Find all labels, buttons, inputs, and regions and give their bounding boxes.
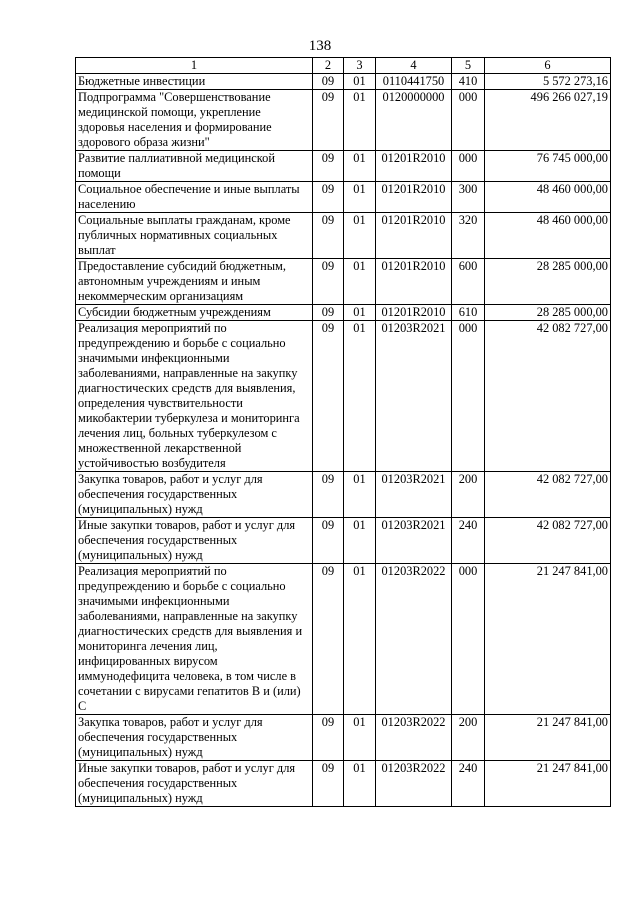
header-col-4: 4 — [376, 58, 452, 74]
row-section-code: 09 — [313, 90, 344, 151]
row-subsection-code: 01 — [344, 761, 376, 807]
row-name: Реализация мероприятий по предупреждению и борьбе с социально значимыми инфекционными заболеваниями, направленные на закупку диагностических средств для выявления, определения чувствительности микобактерии туберкулеза и мониторинга лечения лиц, больных туберкулезом с множественной лекарственной устойчивостью возбудителя — [76, 321, 313, 472]
row-expense-type-code: 200 — [452, 715, 485, 761]
row-amount: 28 285 000,00 — [485, 259, 611, 305]
table-row — [76, 564, 611, 715]
row-target-code: 01203R2022 — [376, 761, 452, 807]
row-section-code: 09 — [313, 74, 344, 90]
row-subsection-code: 01 — [344, 321, 376, 472]
row-expense-type-code: 610 — [452, 305, 485, 321]
row-expense-type-code: 320 — [452, 213, 485, 259]
page-number: 138 — [308, 38, 332, 54]
row-subsection-code: 01 — [344, 151, 376, 182]
row-amount: 21 247 841,00 — [485, 761, 611, 807]
row-expense-type-code: 240 — [452, 518, 485, 564]
row-name: Закупка товаров, работ и услуг для обеспечения государственных (муниципальных) нужд — [76, 715, 313, 761]
row-amount: 21 247 841,00 — [485, 715, 611, 761]
table-row — [76, 518, 611, 564]
row-section-code: 09 — [313, 761, 344, 807]
row-section-code: 09 — [313, 518, 344, 564]
table-row — [76, 321, 611, 472]
table-body — [76, 74, 611, 807]
row-amount: 42 082 727,00 — [485, 321, 611, 472]
row-name: Бюджетные инвестиции — [76, 74, 313, 90]
header-col-1: 1 — [76, 58, 313, 74]
row-target-code: 01203R2022 — [376, 564, 452, 715]
row-subsection-code: 01 — [344, 259, 376, 305]
table-row — [76, 213, 611, 259]
row-amount: 48 460 000,00 — [485, 182, 611, 213]
row-name: Развитие паллиативной медицинской помощи — [76, 151, 313, 182]
budget-table — [75, 57, 611, 807]
row-section-code: 09 — [313, 182, 344, 213]
row-subsection-code: 01 — [344, 74, 376, 90]
row-target-code: 0120000000 — [376, 90, 452, 151]
row-target-code: 01201R2010 — [376, 182, 452, 213]
row-subsection-code: 01 — [344, 715, 376, 761]
row-target-code: 01201R2010 — [376, 151, 452, 182]
row-target-code: 01203R2021 — [376, 472, 452, 518]
row-expense-type-code: 000 — [452, 90, 485, 151]
row-amount: 76 745 000,00 — [485, 151, 611, 182]
row-target-code: 01203R2021 — [376, 518, 452, 564]
header-col-6: 6 — [485, 58, 611, 74]
row-name: Подпрограмма "Совершенствование медицинской помощи, укрепление здоровья населения и формирование здорового образа жизни" — [76, 90, 313, 151]
row-expense-type-code: 000 — [452, 321, 485, 472]
row-amount: 5 572 273,16 — [485, 74, 611, 90]
header-row — [76, 58, 611, 74]
row-amount: 48 460 000,00 — [485, 213, 611, 259]
row-section-code: 09 — [313, 472, 344, 518]
table-header — [76, 58, 611, 74]
row-expense-type-code: 000 — [452, 564, 485, 715]
row-section-code: 09 — [313, 151, 344, 182]
table-row — [76, 761, 611, 807]
table-row — [76, 182, 611, 213]
row-amount: 21 247 841,00 — [485, 564, 611, 715]
row-expense-type-code: 600 — [452, 259, 485, 305]
row-name: Социальные выплаты гражданам, кроме публичных нормативных социальных выплат — [76, 213, 313, 259]
row-name: Социальное обеспечение и иные выплаты населению — [76, 182, 313, 213]
row-subsection-code: 01 — [344, 305, 376, 321]
header-col-3: 3 — [344, 58, 376, 74]
row-section-code: 09 — [313, 321, 344, 472]
row-name: Иные закупки товаров, работ и услуг для обеспечения государственных (муниципальных) нужд — [76, 761, 313, 807]
table-row — [76, 90, 611, 151]
row-expense-type-code: 200 — [452, 472, 485, 518]
row-amount: 496 266 027,19 — [485, 90, 611, 151]
row-name: Иные закупки товаров, работ и услуг для обеспечения государственных (муниципальных) нужд — [76, 518, 313, 564]
row-amount: 42 082 727,00 — [485, 472, 611, 518]
row-target-code: 01203R2021 — [376, 321, 452, 472]
table-row — [76, 74, 611, 90]
row-amount: 28 285 000,00 — [485, 305, 611, 321]
row-section-code: 09 — [313, 564, 344, 715]
row-subsection-code: 01 — [344, 182, 376, 213]
row-target-code: 01203R2022 — [376, 715, 452, 761]
table-row — [76, 472, 611, 518]
table-row — [76, 151, 611, 182]
row-section-code: 09 — [313, 213, 344, 259]
row-target-code: 01201R2010 — [376, 213, 452, 259]
row-target-code: 0110441750 — [376, 74, 452, 90]
row-amount: 42 082 727,00 — [485, 518, 611, 564]
row-expense-type-code: 240 — [452, 761, 485, 807]
header-col-2: 2 — [313, 58, 344, 74]
header-col-5: 5 — [452, 58, 485, 74]
row-expense-type-code: 300 — [452, 182, 485, 213]
row-subsection-code: 01 — [344, 518, 376, 564]
row-name: Реализация мероприятий по предупреждению и борьбе с социально значимыми инфекционными заболеваниями, направленные на закупку диагностических средств для выявления и мониторинга лечения лиц, инфицированных вирусом иммунодефицита человека, в том числе в сочетании с вирусами гепатитов В и (или) С — [76, 564, 313, 715]
row-subsection-code: 01 — [344, 564, 376, 715]
row-subsection-code: 01 — [344, 90, 376, 151]
row-target-code: 01201R2010 — [376, 259, 452, 305]
row-section-code: 09 — [313, 259, 344, 305]
table-row — [76, 305, 611, 321]
row-subsection-code: 01 — [344, 213, 376, 259]
row-expense-type-code: 410 — [452, 74, 485, 90]
table-row — [76, 715, 611, 761]
row-subsection-code: 01 — [344, 472, 376, 518]
row-name: Субсидии бюджетным учреждениям — [76, 305, 313, 321]
row-name: Закупка товаров, работ и услуг для обеспечения государственных (муниципальных) нужд — [76, 472, 313, 518]
row-section-code: 09 — [313, 305, 344, 321]
table-row — [76, 259, 611, 305]
row-target-code: 01201R2010 — [376, 305, 452, 321]
row-expense-type-code: 000 — [452, 151, 485, 182]
row-section-code: 09 — [313, 715, 344, 761]
row-name: Предоставление субсидий бюджетным, автономным учреждениям и иным некоммерческим организациям — [76, 259, 313, 305]
